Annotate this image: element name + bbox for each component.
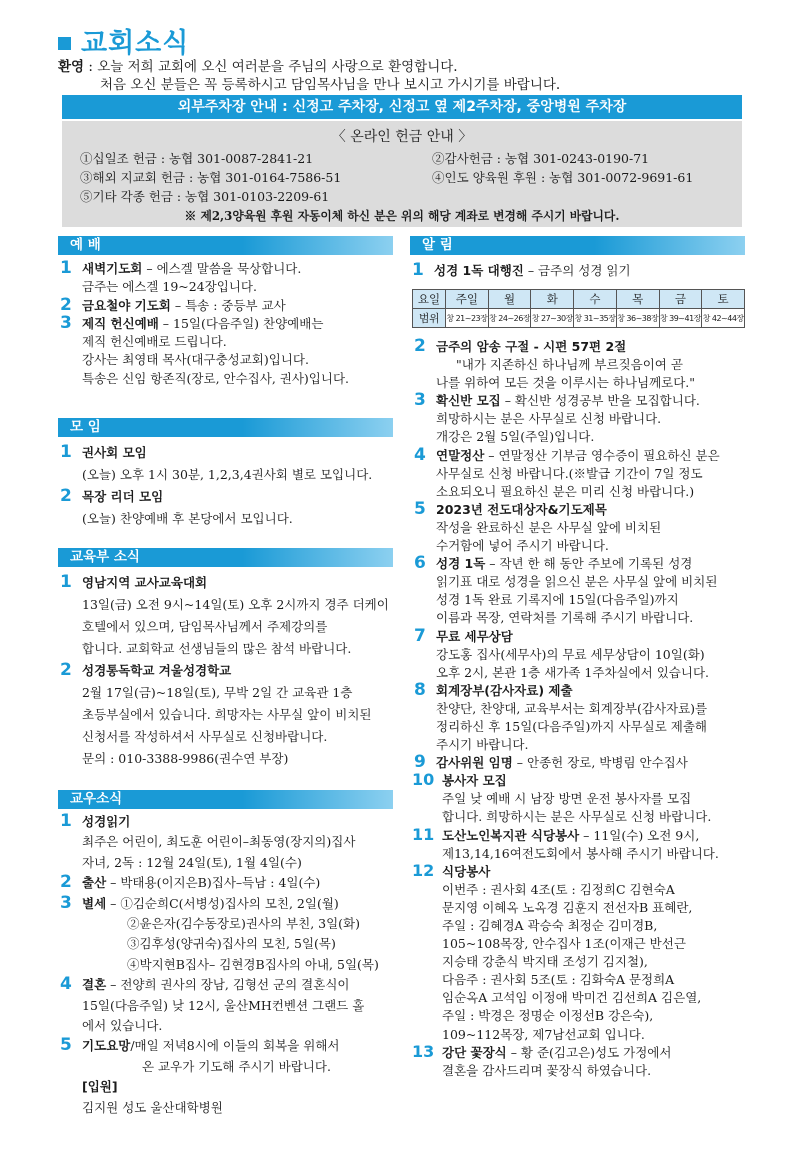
meeting-heading: 모 임 [58, 418, 393, 437]
item-number: 6 [414, 553, 426, 574]
item-text: 13일(금) 오전 9시~14일(토) 오후 2시까지 경주 더케이 [82, 597, 389, 612]
item-number: 9 [414, 752, 426, 773]
item-text: 임순옥A 고석임 이정애 박미건 김선희A 김은열, [442, 990, 702, 1006]
item-text: – 박태용(이지은B)집사–득남 : 4일(수) [106, 875, 321, 891]
item-number: 12 [412, 860, 435, 880]
item-title: 감사위원 임명 [436, 755, 513, 771]
list-item [60, 975, 400, 1036]
item-text: – 금주의 성경 읽기 [523, 263, 631, 278]
list-item [60, 894, 400, 976]
notices-first [412, 262, 748, 280]
item-text: 다음주 : 권사회 5조(토 : 김화숙A 문정희A [442, 972, 675, 988]
list-item [412, 262, 748, 280]
item-text: 금주는 에스겔 19~24장입니다. [82, 279, 257, 295]
item-number: 2 [60, 486, 72, 506]
item-number: 2 [60, 660, 72, 680]
page-title-block [58, 22, 189, 58]
item-text: 신청서를 작성하셔서 사무실로 신청바랍니다. [82, 729, 328, 744]
item-text: ③김후성(양귀숙)집사의 모친, 5일(목) [127, 936, 336, 952]
item-text: 강도홍 집사(세무사)의 무료 세무상담이 10일(화) [436, 646, 705, 662]
item-text: 정리하신 후 15일(다음주일)까지 사무실로 제출해 [436, 718, 707, 734]
education-heading: 교육부 소식 [58, 548, 393, 567]
item-number: 3 [60, 312, 72, 333]
item-number: 7 [414, 625, 426, 646]
welcome-label: 환영 [58, 59, 85, 75]
list-item [414, 392, 754, 446]
day-cell: 목 [616, 290, 659, 309]
education-list [60, 572, 400, 770]
item-title: 별세 [82, 895, 107, 911]
item-number: 8 [414, 679, 426, 700]
item-text: 읽기표 대로 성경을 읽으신 분은 사무실 앞에 비치된 [436, 574, 718, 590]
item-text: – 안종헌 장로, 박병림 안수집사 [512, 755, 688, 771]
list-item [60, 873, 400, 893]
list-item [60, 312, 400, 388]
list-item [412, 860, 754, 1044]
range-cell: 창 24~26장 [488, 309, 531, 328]
welcome-line-2: 처음 오신 분들은 꼭 등록하시고 담임목사님을 만나 보시고 가시기를 바랍니다. [100, 77, 561, 93]
offering-title: 〈 온라인 헌금 안내 〉 [331, 129, 473, 145]
item-text: – 연말정산 기부금 영수증이 필요하신 분은 [484, 447, 720, 463]
day-cell: 토 [702, 290, 745, 309]
members-list [60, 812, 400, 1118]
list-item [414, 555, 754, 627]
item-text: 에서 있습니다. [82, 1018, 163, 1034]
item-text: 109~112목장, 제7남선교회 입니다. [442, 1026, 645, 1042]
item-title: 성경읽기 [82, 814, 131, 829]
item-number: 4 [60, 974, 72, 995]
range-cell: 창 39~41장 [659, 309, 702, 328]
list-item [412, 1041, 754, 1080]
item-number: 2 [60, 294, 72, 315]
item-text: 이번주 : 권사회 4조(토 : 김정희C 김현숙A [442, 881, 675, 897]
item-text: – 작년 한 해 동안 주보에 기록된 성경 [485, 556, 693, 572]
list-item [414, 444, 754, 501]
item-title: 확신반 모집 [436, 393, 501, 409]
offering-account: ⑤기타 각종 헌금 : 농협 301-0103-2209-61 [80, 189, 330, 204]
item-text: 결혼을 감사드리며 꽃장식 하였습니다. [442, 1062, 652, 1078]
item-text: 이름과 목장, 연락처를 기록해 주시기 바랍니다. [436, 610, 694, 626]
item-text: 문의 : 010-3388-9986(권수연 부장) [82, 751, 289, 766]
item-title: 기도요망 [82, 1038, 131, 1054]
item-text: 제13,14,16여전도회에서 봉사해 주시기 바랍니다. [442, 845, 719, 861]
list-item [60, 260, 400, 297]
day-cell: 화 [531, 290, 574, 309]
item-text: – 에스겔 말씀을 묵상합니다. [142, 261, 302, 276]
item-number: 2 [414, 336, 426, 356]
item-text: – 확신반 성경공부 반을 모집합니다. [500, 393, 700, 409]
range-cell: 창 31~35장 [574, 309, 617, 328]
item-number: 5 [414, 498, 426, 519]
item-text: 나를 위하여 모든 것을 이루시는 하나님께로다." [436, 375, 696, 391]
item-number: 2 [60, 872, 72, 893]
item-text: 2월 17일(금)~18일(토), 무박 2일 간 교육관 1층 [82, 685, 353, 700]
list-item [414, 338, 754, 392]
range-cell: 창 36~38장 [616, 309, 659, 328]
page-title: 교회소식 [81, 27, 190, 59]
item-text: (오늘) 찬양예배 후 본당에서 모입니다. [82, 511, 293, 526]
notices-list [414, 338, 754, 1080]
list-item [414, 625, 754, 682]
list-item [412, 824, 754, 863]
item-title: 출산 [82, 875, 107, 891]
item-number: 13 [412, 1041, 435, 1061]
welcome-message [58, 58, 758, 94]
item-title: 봉사자 모집 [442, 773, 507, 789]
worship-list [60, 260, 400, 388]
item-text: – ①김순희C(서병성)집사의 모친, 2일(월) [106, 895, 339, 911]
list-item [60, 572, 400, 660]
item-title: 권사회 모임 [82, 445, 147, 460]
item-text: 찬양단, 찬양대, 교육부서는 회계장부(감사자료)를 [436, 700, 708, 716]
item-text: 15일(다음주일) 낮 12시, 울산MH컨벤션 그랜드 홀 [82, 997, 365, 1013]
item-title: 강단 꽃장식 [442, 1044, 507, 1060]
item-text: 소요되오니 필요하신 분은 미리 신청 바랍니다.) [436, 483, 695, 499]
day-cell: 금 [659, 290, 702, 309]
parking-banner: 외부주차장 안내 : 신정고 주차장, 신정고 옆 제2주차장, 중앙병원 주차장 [62, 95, 742, 119]
item-title: 2023년 전도대상자&기도제목 [436, 501, 607, 517]
item-title: 결혼 [82, 977, 107, 993]
item-text: [입원] [82, 1079, 118, 1095]
notices-heading: 알 림 [410, 236, 745, 255]
offering-note: ※ 제2,3양육원 후원 자동이체 하신 분은 위의 해당 계좌로 변경해 주시기 바랍니다. [184, 209, 620, 223]
item-text: 호텔에서 있으며, 담임목사님께서 주제강의를 [82, 619, 328, 634]
item-number: 5 [60, 1035, 72, 1056]
item-text: 특송은 신임 항존직(장로, 안수집사, 권사)입니다. [82, 370, 349, 386]
item-text: 강사는 최영태 목사(대구충성교회)입니다. [82, 352, 309, 368]
day-cell: 주일 [446, 290, 489, 309]
item-text: 김지원 성도 울산대학병원 [82, 1099, 223, 1115]
item-text: 지승태 강춘식 박지태 조성기 김지철), [442, 954, 648, 970]
item-title: 무료 세무상담 [436, 628, 513, 644]
range-label: 범위 [413, 309, 446, 328]
welcome-line-1: : 오늘 저희 교회에 오신 여러분을 주님의 사랑으로 환영합니다. [84, 59, 458, 75]
item-number: 3 [414, 390, 426, 411]
list-item [414, 679, 754, 754]
item-title: 새벽기도회 [82, 261, 143, 276]
item-text: – 15일(다음주일) 찬양예배는 [158, 315, 324, 331]
item-text: 합니다. 교회학교 선생님들의 많은 참석 바랍니다. [82, 641, 352, 656]
offering-account: ④인도 양육원 후원 : 농협 301-0072-9691-61 [432, 170, 694, 185]
item-title: 회계장부(감사자료) 제출 [436, 682, 573, 698]
item-title: 도산노인복지관 식당봉사 [442, 827, 580, 843]
item-number: 10 [412, 770, 435, 790]
item-text: 초등부실에서 있습니다. 희망자는 사무실 앞이 비치된 [82, 707, 372, 722]
item-text: 수거함에 넣어 주시기 바랍니다. [436, 538, 609, 554]
offering-account: ②감사헌금 : 농협 301-0243-0190-71 [432, 151, 650, 166]
list-item [60, 486, 400, 530]
item-number: 1 [60, 258, 72, 278]
item-title: 성경 1독 대행진 [434, 263, 524, 278]
item-text: – 전양희 권사의 장남, 김형선 군의 결혼식이 [106, 977, 350, 993]
list-item [414, 772, 754, 826]
offering-account: ③해외 지교회 헌금 : 농협 301-0164-7586-51 [80, 170, 342, 185]
item-title: 금요철야 기도회 [82, 297, 171, 313]
item-text: 개강은 2월 5일(주일)입니다. [436, 429, 595, 445]
item-text: ④박지현B집사– 김현경B집사의 아내, 5일(목) [127, 956, 379, 972]
item-text: 주시기 바랍니다. [436, 737, 529, 753]
item-text: 자녀, 2독 : 12월 24일(토), 1월 4일(수) [82, 854, 302, 870]
item-text: 작성을 완료하신 분은 사무실 앞에 비치된 [436, 519, 662, 535]
item-text: "내가 지존하신 하나님께 부르짖음이여 곧 [456, 357, 683, 373]
range-cell: 창 21~23장 [446, 309, 489, 328]
item-number: 4 [414, 444, 426, 465]
item-number: 1 [412, 260, 424, 280]
item-title: 성경통독학교 겨울성경학교 [82, 663, 232, 678]
list-item [60, 1036, 400, 1118]
item-text: 온 교우가 기도해 주시기 바랍니다. [142, 1058, 331, 1074]
day-cell: 수 [574, 290, 617, 309]
item-text: 주일 : 박경은 정명순 이정선B 강은숙), [442, 1008, 654, 1024]
list-item [60, 660, 400, 770]
item-text: 성경 1독 완료 기록지에 15일(다음주일)까지 [436, 592, 679, 608]
item-text: 문지영 이혜옥 노옥경 김훈지 전선자B 표혜란, [442, 899, 693, 915]
item-title: 영남지역 교사교육대회 [82, 575, 208, 590]
item-text: – 특송 : 중등부 교사 [170, 297, 286, 313]
item-number: 1 [60, 811, 72, 831]
item-title: 금주의 암송 구절 [436, 339, 530, 354]
item-title: 목장 리더 모임 [82, 489, 164, 504]
item-text: ②윤은자(김수동장로)권사의 부친, 3일(화) [127, 916, 361, 932]
meeting-list [60, 442, 400, 530]
item-number: 1 [60, 572, 72, 592]
item-title: 식당봉사 [442, 863, 491, 879]
list-item [60, 442, 400, 486]
item-text: 사무실로 신청 바랍니다.(※발급 기간이 7일 정도 [436, 465, 703, 481]
offering-account: ①십일조 헌금 : 농협 301-0087-2841-21 [80, 151, 314, 166]
title-square-icon [58, 37, 71, 50]
members-heading: 교우소식 [58, 790, 393, 809]
range-cell: 창 42~44장 [702, 309, 745, 328]
day-cell: 월 [488, 290, 531, 309]
item-number: 11 [412, 824, 435, 844]
item-text: /매일 저녁8시에 이들의 회복을 위해서 [130, 1038, 340, 1054]
item-text: 오후 2시, 본관 1층 새가족 1주차실에서 있습니다. [436, 664, 709, 680]
item-number: 1 [60, 442, 72, 462]
day-label: 요일 [413, 290, 446, 309]
online-offering-box [62, 121, 742, 227]
worship-heading: 예 배 [58, 236, 393, 255]
item-text: 최주은 어린이, 최도훈 어린이–최동영(장지의)집사 [82, 834, 356, 850]
item-number: 3 [60, 892, 72, 913]
item-text: – 황 준(김고은)성도 가정에서 [506, 1044, 672, 1060]
item-text: 희망하시는 분은 사무실로 신청 바랍니다. [436, 411, 662, 427]
item-text: 제직 헌신예배로 드립니다. [82, 334, 227, 350]
reading-schedule-table [412, 289, 745, 328]
list-item [414, 498, 754, 555]
item-text: 105~108목장, 안수집사 1조(이재근 반선근 [442, 936, 686, 952]
list-item [414, 754, 754, 772]
item-title: 성경 1독 [436, 556, 486, 572]
item-text: 주일 낮 예배 시 남장 방면 운전 봉사자를 모집 [442, 791, 692, 807]
item-text: 합니다. 희망하시는 분은 사무실로 신청 바랍니다. [442, 809, 712, 825]
item-text: - 시편 57편 2절 [529, 339, 627, 354]
item-text: (오늘) 오후 1시 30분, 1,2,3,4권사회 별로 모입니다. [82, 467, 373, 482]
item-title: 연말정산 [436, 447, 485, 463]
item-text: 주일 : 김혜경A 곽승숙 최정순 김미경B, [442, 918, 658, 933]
item-text: – 11일(수) 오전 9시, [579, 827, 700, 843]
item-title: 제직 헌신예배 [82, 315, 159, 331]
list-item [60, 812, 400, 873]
list-item [60, 294, 400, 315]
range-cell: 창 27~30장 [531, 309, 574, 328]
